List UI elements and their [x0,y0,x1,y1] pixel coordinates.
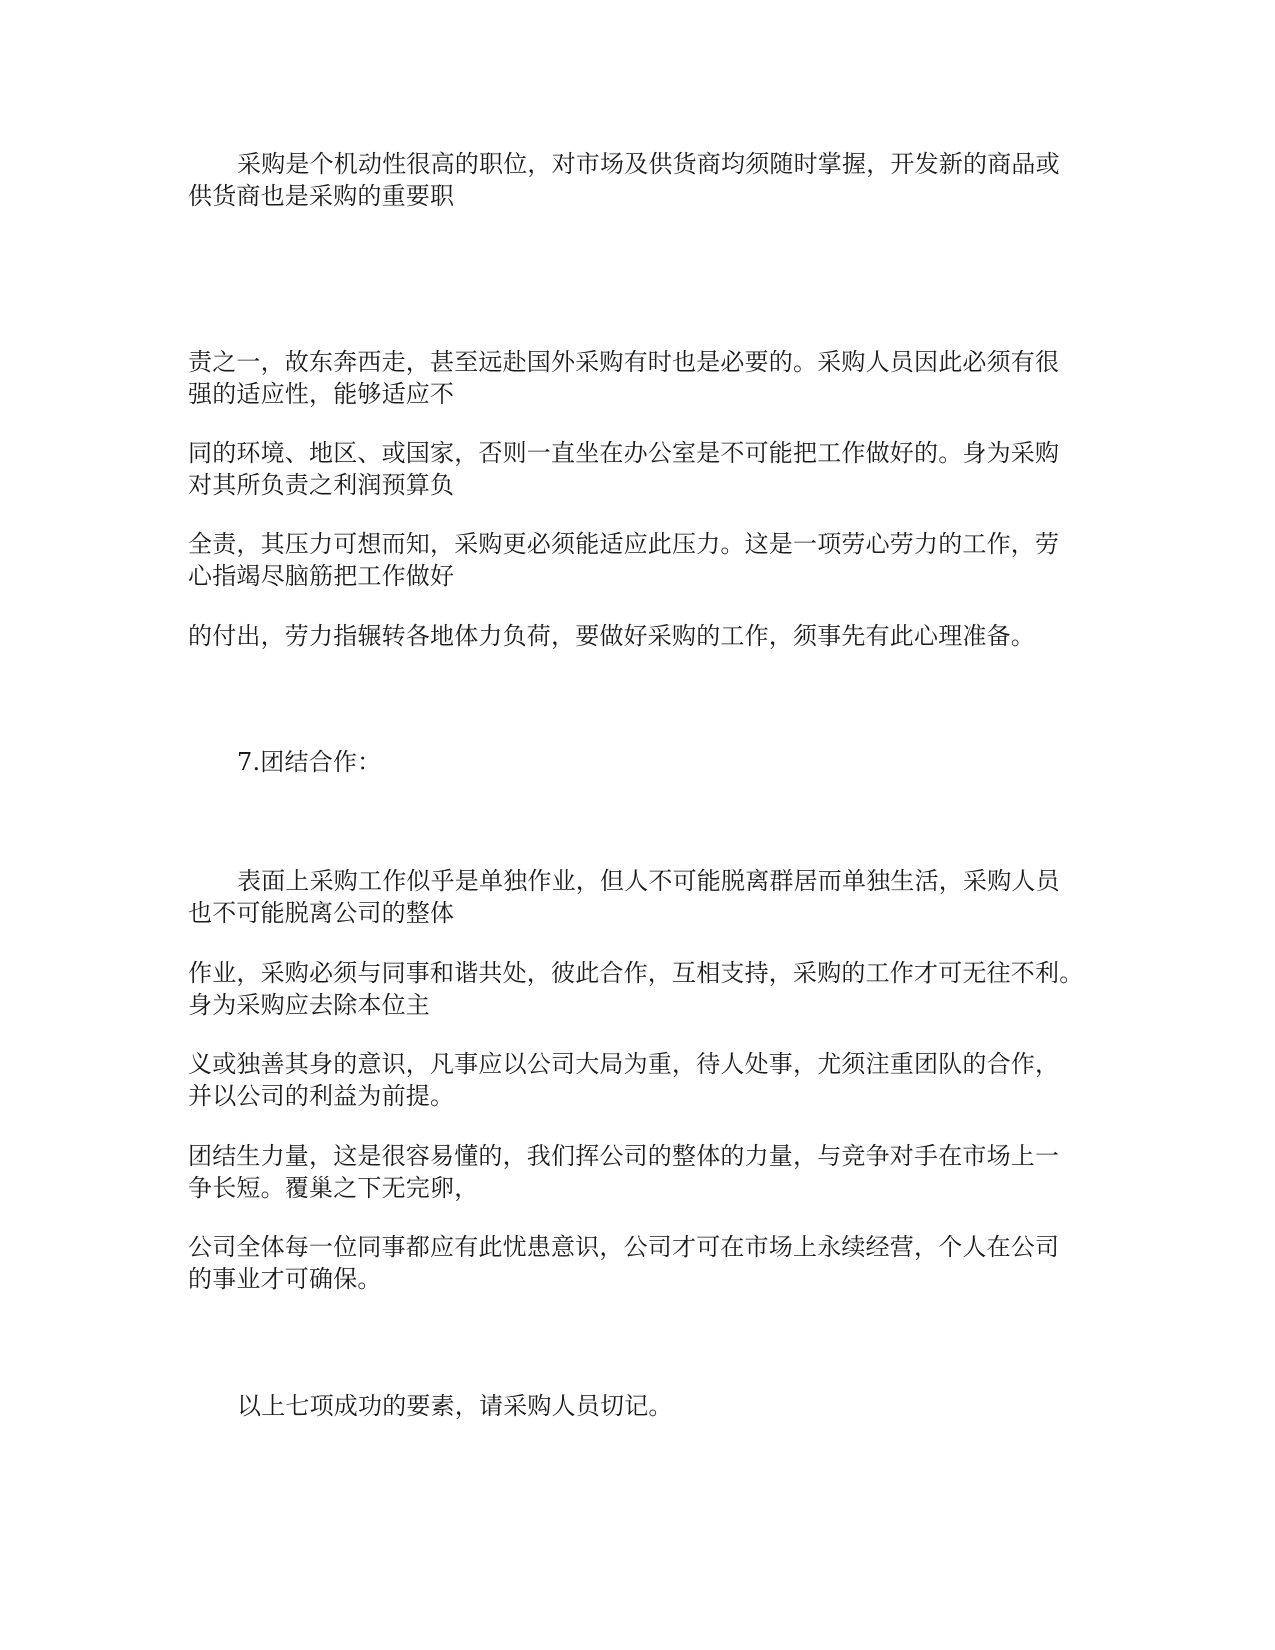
paragraph-10 [188,1231,1088,1295]
paragraph-line: 表面上采购工作似乎是单独作业，但人不可能脱离群居而单独生活，采购人员 [237,867,1060,895]
paragraph-line: 团结生力量，这是很容易懂的，我们挥公司的整体的力量，与竞争对手在市场上一 [188,1142,1060,1170]
paragraph-5 [188,620,1088,652]
heading-text: 7.团结合作： [237,748,382,776]
paragraph-line: 并以公司的利益为前提。 [188,1082,455,1110]
paragraph-2 [188,346,1088,410]
paragraph-4 [188,528,1088,592]
paragraph-6 [188,865,1088,929]
paragraph-line: 公司全体每一位同事都应有此忧患意识，公司才可在市场上永续经营，个人在公司 [188,1233,1060,1261]
paragraph-line: 对其所负责之利润预算负 [188,471,455,499]
paragraph-line: 采购是个机动性很高的职位，对市场及供货商均须随时掌握，开发新的商品或 [237,150,1060,178]
paragraph-line: 全责，其压力可想而知，采购更必须能适应此压力。这是一项劳心劳力的工作，劳 [188,530,1060,558]
paragraph-line: 供货商也是采购的重要职 [188,182,455,210]
paragraph-3 [188,437,1088,501]
paragraph-line: 身为采购应去除本位主 [188,991,430,1019]
paragraph-9 [188,1140,1088,1204]
paragraph-line: 的事业才可确保。 [188,1265,382,1293]
paragraph-line: 义或独善其身的意识，凡事应以公司大局为重，待人处事，尤须注重团队的合作， [188,1050,1060,1078]
paragraph-line: 同的环境、地区、或国家，否则一直坐在办公室是不可能把工作做好的。身为采购 [188,439,1060,467]
paragraph-line: 争长短。覆巢之下无完卵， [188,1174,479,1202]
paragraph-7 [188,957,1088,1021]
section-heading [188,746,1088,778]
paragraph-line: 作业，采购必须与同事和谐共处，彼此合作，互相支持，采购的工作才可无往不利。 [188,959,1084,987]
paragraph-line: 以上七项成功的要素，请采购人员切记。 [237,1392,673,1420]
paragraph-line: 责之一，故东奔西走，甚至远赴国外采购有时也是必要的。采购人员因此必须有很 [188,348,1060,376]
paragraph-line: 也不可能脱离公司的整体 [188,899,455,927]
closing-paragraph [188,1390,1088,1422]
paragraph-line: 心指竭尽脑筋把工作做好 [188,562,455,590]
paragraph-1 [188,148,1088,212]
paragraph-line: 强的适应性，能够适应不 [188,380,455,408]
paragraph-line: 的付出，劳力指辗转各地体力负荷，要做好采购的工作，须事先有此心理准备。 [188,622,1035,650]
paragraph-8 [188,1048,1088,1112]
